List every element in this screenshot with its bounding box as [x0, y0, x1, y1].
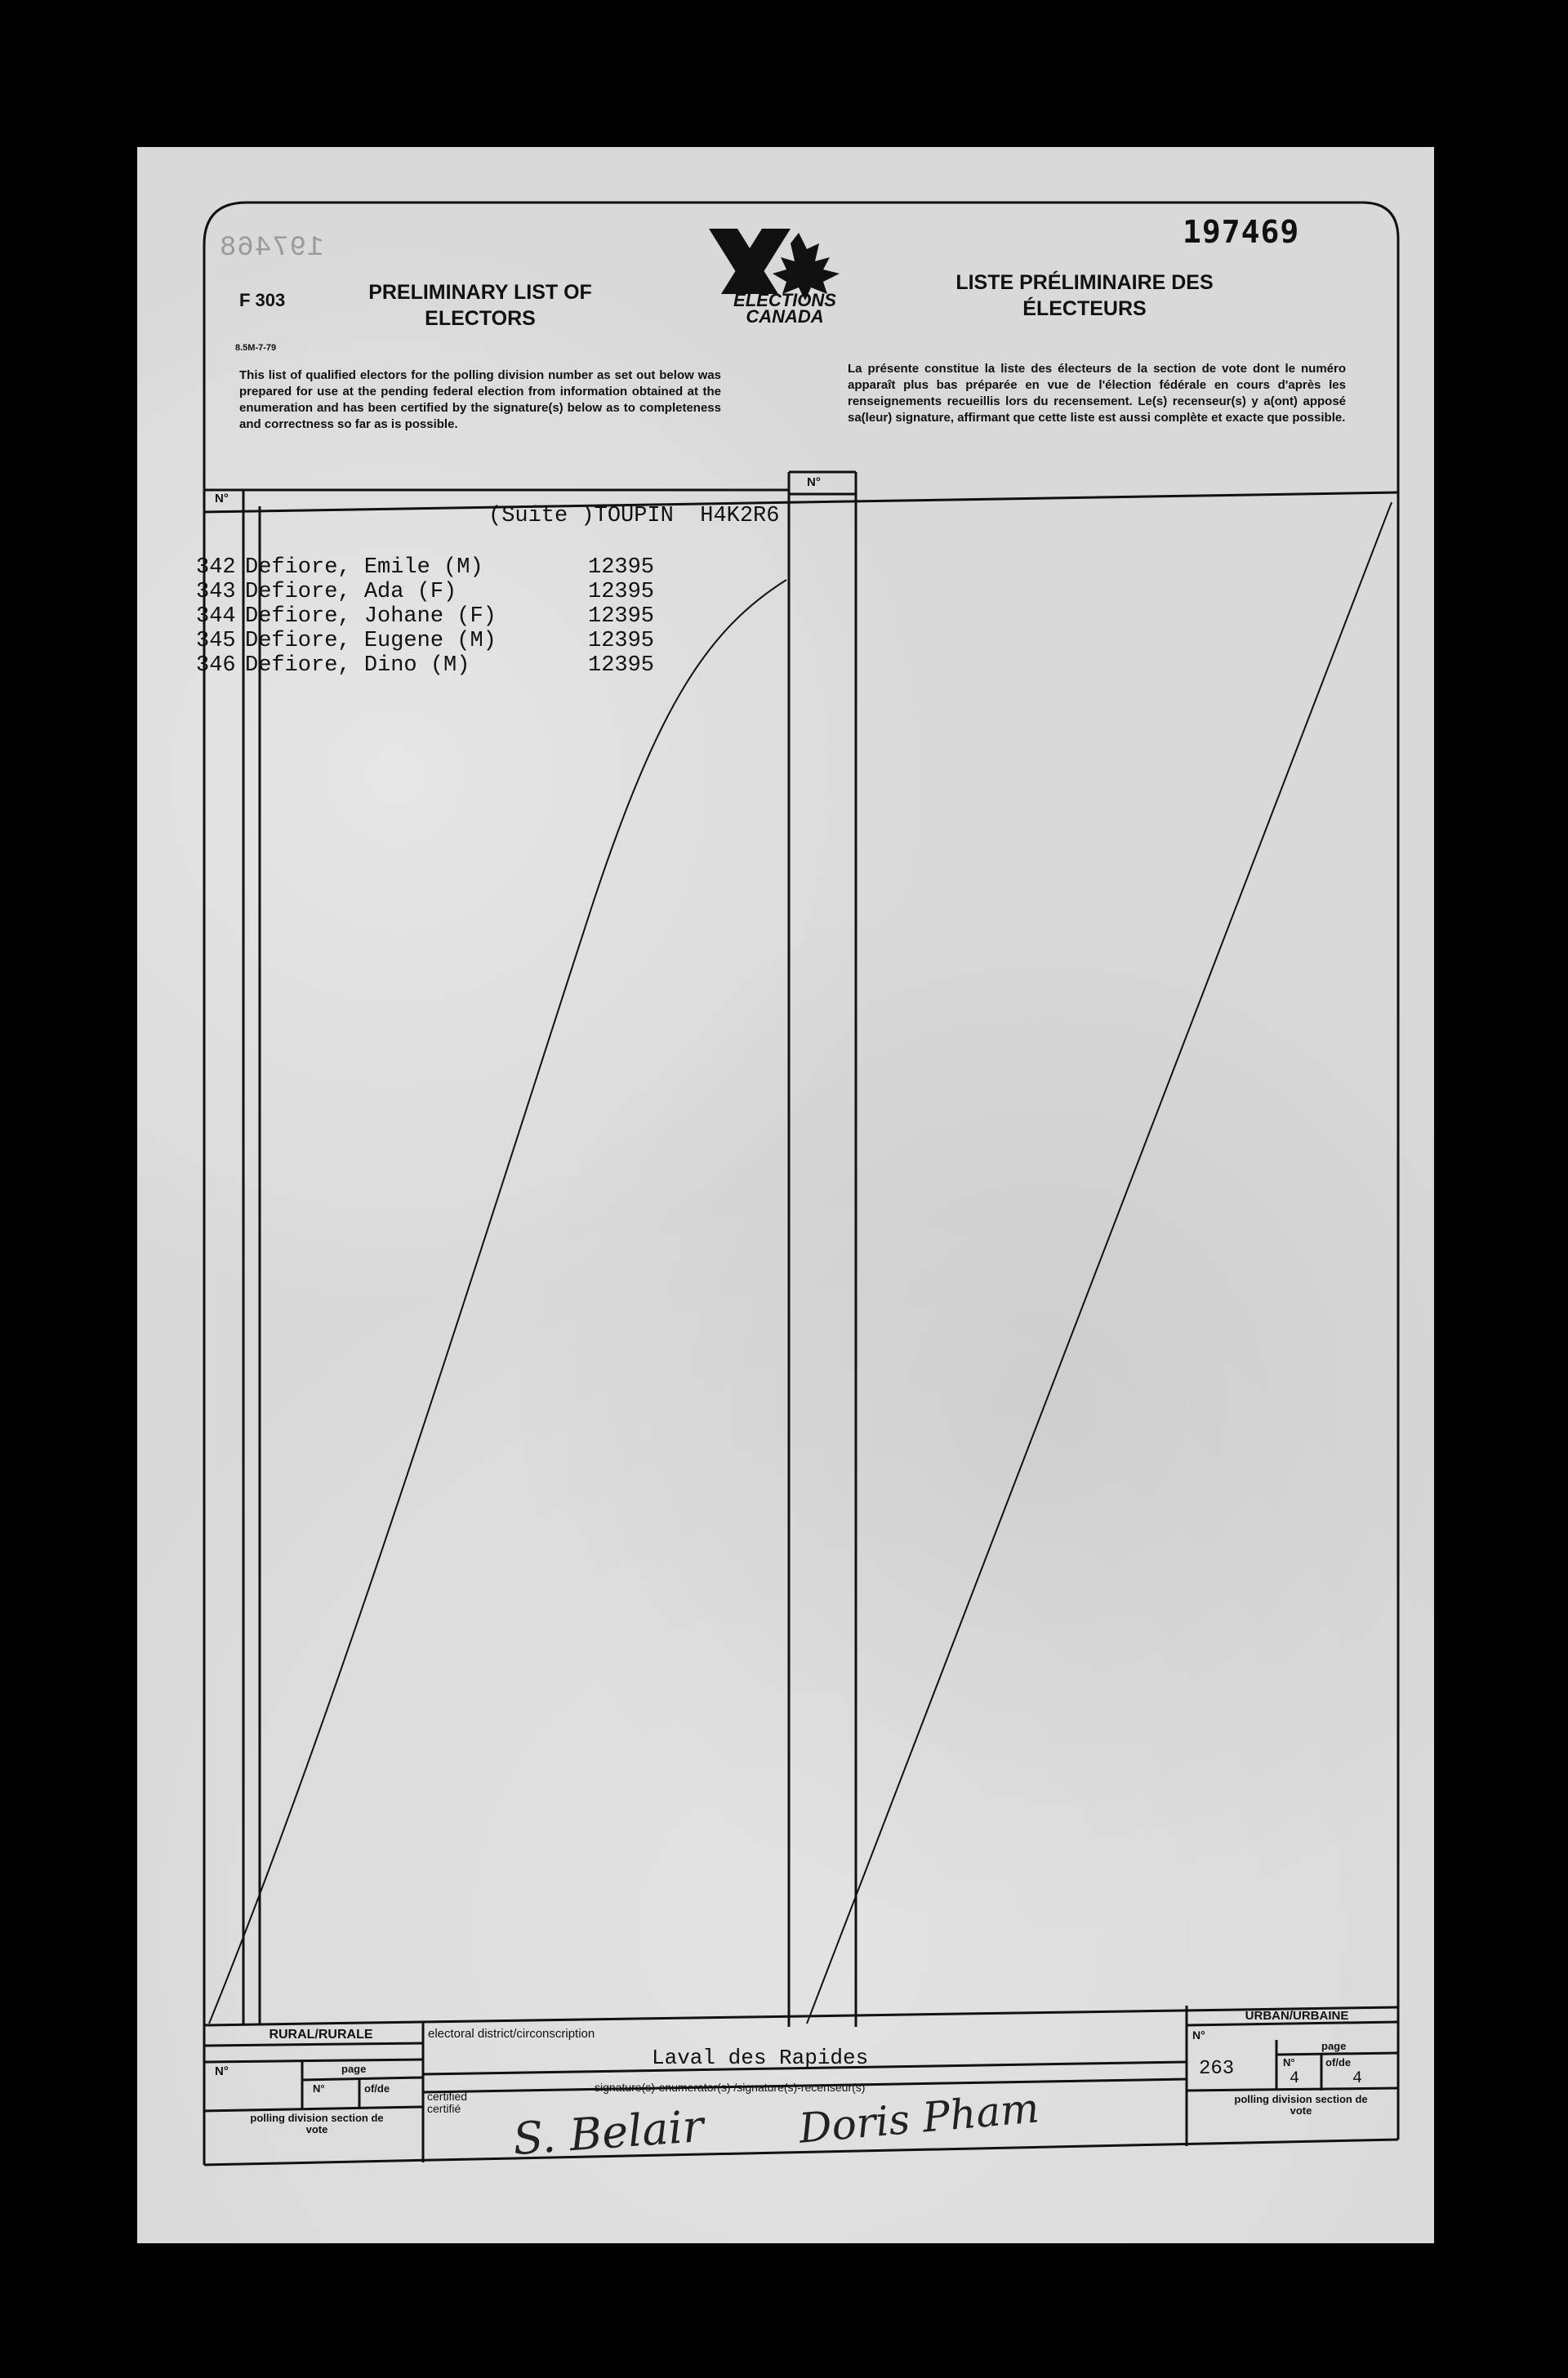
district-label: electoral district/circonscription: [428, 2027, 595, 2041]
intro-french: La présente constitue la liste des électeurs de la section de vote dont le numéro apparaît plus bas préparée en vue de l'élection fédérale en cours d'après les renseignements recueillis lors du recensement. Le(s) recenseur(s) y a(ont) apposé sa(leur) signature, affirmant que cette liste est aussi complète et exacte que possible.: [848, 362, 1346, 425]
form-code: F 303: [239, 290, 286, 310]
title-english: PRELIMINARY LIST OF ELECTORS: [368, 281, 592, 330]
page-number: 4: [1290, 2069, 1300, 2088]
list-item: [196, 653, 654, 678]
urban-of-label: of/de: [1325, 2056, 1352, 2069]
elector-name: Defiore, Ada (F): [245, 580, 457, 604]
elector-number: 345: [196, 629, 236, 653]
elector-number: 343: [196, 580, 236, 604]
elector-address: 12395: [588, 580, 655, 604]
print-code: 8.5M-7-79: [235, 343, 277, 353]
district-value: Laval des Rapides: [652, 2046, 869, 2070]
logo-text-1: ELECTIONS: [733, 290, 836, 310]
urban-label: URBAN/URBAINE: [1245, 2009, 1349, 2023]
form-rules: [137, 147, 1434, 2243]
serial-number: 197469: [1183, 214, 1300, 250]
rural-label: RURAL/RURALE: [269, 2028, 373, 2042]
urban-page-no-label: N°: [1283, 2056, 1295, 2069]
elector-address: 12395: [588, 653, 655, 678]
logo-text-2: CANADA: [746, 306, 824, 327]
elector-address: 12395: [588, 629, 655, 653]
elector-number: 344: [196, 604, 236, 629]
elector-address: 12395: [588, 604, 655, 629]
list-item: [196, 604, 654, 629]
column-no-right: N°: [807, 475, 821, 489]
signature-label: signature(s)-enumerator(s) /signature(s)-recenseur(s): [595, 2081, 866, 2094]
rural-of-label: of/de: [364, 2082, 390, 2095]
paper-sheet: [137, 147, 1434, 2243]
elector-list: [196, 555, 654, 678]
rural-page-label: page: [341, 2063, 367, 2075]
elector-number: 342: [196, 555, 236, 580]
urban-no-label: N°: [1192, 2028, 1205, 2042]
faded-serial-number: 197468: [219, 233, 324, 264]
enumerator-signature-1: S. Belair: [511, 2100, 706, 2166]
rural-polling-division-label: polling division section de vote: [250, 2112, 384, 2135]
title-french: LISTE PRÉLIMINAIRE DES ÉLECTEURS: [956, 271, 1214, 320]
elector-name: Defiore, Johane (F): [245, 604, 497, 629]
elector-address: 12395: [588, 555, 655, 580]
polling-division-number: 263: [1199, 2058, 1235, 2080]
list-item: [196, 629, 654, 653]
list-item: [196, 555, 654, 580]
column-no-left: N°: [215, 492, 229, 505]
elections-canada-logo: [701, 229, 864, 335]
list-item: [196, 580, 654, 604]
elector-name: Defiore, Emile (M): [245, 555, 483, 580]
rural-no-label: N°: [215, 2064, 229, 2078]
certified-label: certified certifié: [427, 2090, 468, 2115]
elector-name: Defiore, Dino (M): [245, 653, 470, 678]
intro-english: This list of qualified electors for the polling division number as set out below was prepared for use at the pending federal election from information obtained at the enumeration and has been certified by the signature(s) below as to completeness and correctness so far as is possible.: [239, 368, 721, 431]
rural-page-no-label: N°: [313, 2082, 325, 2095]
enumerator-signature-2: Doris Pham: [797, 2084, 1041, 2153]
urban-page-label: page: [1321, 2040, 1347, 2052]
elector-name: Defiore, Eugene (M): [245, 629, 497, 653]
page-total: 4: [1352, 2069, 1363, 2088]
elector-number: 346: [196, 653, 236, 678]
urban-polling-division-label: polling division section de vote: [1234, 2093, 1368, 2117]
street-heading: (Suite )TOUPIN H4K2R6: [488, 504, 780, 528]
